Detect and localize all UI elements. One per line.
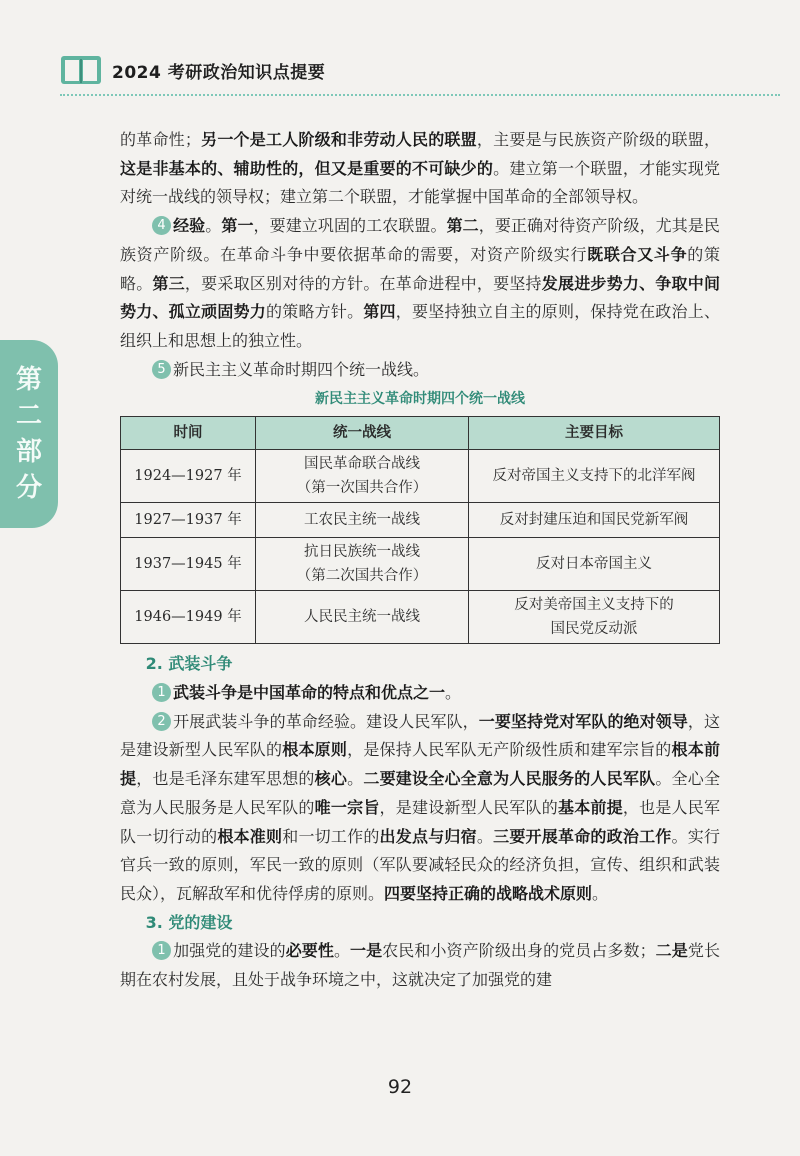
part-side-tab [0, 340, 58, 528]
side-tab-char: 分 [15, 473, 42, 503]
cell-goal: 反对帝国主义支持下的北洋军阀 [469, 450, 720, 503]
paragraph-experience: 4 经验。第一，要建立巩固的工农联盟。第二，要正确对待资产阶级，尤其是民族资产阶级。在革命斗争中要依据革命的需要，对资产阶级实行既联合又斗争的策略。第三，要采取区别对待的方针。在革命进程中，要坚持发展进步势力、争取中间势力、孤立顽固势力的策略方针。第四，要坚持独立自主的原则，保持党在政治上、组织上和思想上的独立性。 [120, 216, 720, 350]
paragraph-armed-struggle-feature: 1 武装斗争是中国革命的特点和优点之一。 [120, 679, 720, 708]
item-number-badge: 5 [152, 360, 171, 379]
side-tab-char: 二 [15, 401, 42, 431]
cell-front: 人民民主统一战线 [256, 591, 469, 644]
table-title: 新民主主义革命时期四个统一战线 [315, 391, 525, 408]
cell-period: 1924—1927 年 [121, 450, 256, 503]
paragraph-four-fronts-intro: 5 新民主主义革命时期四个统一战线。 [120, 356, 720, 385]
side-tab-char: 部 [15, 437, 42, 467]
cell-period: 1927—1937 年 [121, 503, 256, 538]
cell-period: 1946—1949 年 [121, 591, 256, 644]
item-number-badge: 2 [152, 712, 171, 731]
paragraph-party-building-necessity: 1 加强党的建设的必要性。一是农民和小资产阶级出身的党员占多数；二是党长期在农村发展，且处于战争环境之中，这就决定了加强党的建 [120, 941, 720, 990]
paragraph-united-front-alliances: 的革命性；另一个是工人阶级和非劳动人民的联盟，主要是与民族资产阶级的联盟，这是非基本的、辅助性的，但又是重要的不可缺少的。建立第一个联盟，才能实现党对统一战线的领导权；建立第二个联盟，才能掌握中国革命的全部领导权。 [120, 130, 720, 207]
section-heading-armed-struggle: 2. 武装斗争 [145, 654, 233, 674]
column-header-goal: 主要目标 [469, 417, 720, 450]
section-heading-party-building: 3. 党的建设 [145, 912, 233, 932]
cell-front: 工农民主统一战线 [256, 503, 469, 538]
paragraph-armed-struggle-experience: 2 开展武装斗争的革命经验。建设人民军队，一要坚持党对军队的绝对领导，这是建设新型人民军队的根本原则，是保持人民军队无产阶级性质和建军宗旨的根本前提，也是毛泽东建军思想的核心。二要建设全心全意为人民服务的人民军队。全心全意为人民服务是人民军队的唯一宗旨，是建设新型人民军队的基本前提，也是人民军队一切行动的根本准则和一切工作的出发点与归宿。三要开展革命的政治工作。实行官兵一致的原则，军民一致的原则（军队要减轻民众的经济负担，宣传、组织和武装民众），瓦解敌军和优待俘虏的原则。四要坚持正确的战略战术原则。 [120, 711, 720, 903]
cell-front: 国民革命联合战线 （第一次国共合作） [256, 450, 469, 503]
side-tab-char: 第 [15, 365, 42, 395]
item-number-badge: 1 [152, 683, 171, 702]
cell-goal: 反对封建压迫和国民党新军阀 [469, 503, 720, 538]
header-title: 2024 考研政治知识点提要 [112, 62, 326, 83]
cell-period: 1937—1945 年 [121, 538, 256, 591]
header-divider [60, 94, 780, 96]
table-row [121, 591, 720, 644]
column-header-front: 统一战线 [256, 417, 469, 450]
column-header-period: 时间 [121, 417, 256, 450]
item-number-badge: 4 [152, 216, 171, 235]
page-number: 92 [387, 1076, 413, 1098]
main-content [120, 126, 720, 995]
page-header [60, 52, 325, 88]
united-fronts-table [120, 416, 720, 644]
table-header-row [121, 417, 720, 450]
table-row [121, 503, 720, 538]
cell-goal: 反对美帝国主义支持下的 国民党反动派 [469, 591, 720, 644]
open-book-icon [60, 53, 102, 87]
table-row [121, 538, 720, 591]
table-row [121, 450, 720, 503]
item-number-badge: 1 [152, 941, 171, 960]
cell-front: 抗日民族统一战线 （第二次国共合作） [256, 538, 469, 591]
cell-goal: 反对日本帝国主义 [469, 538, 720, 591]
